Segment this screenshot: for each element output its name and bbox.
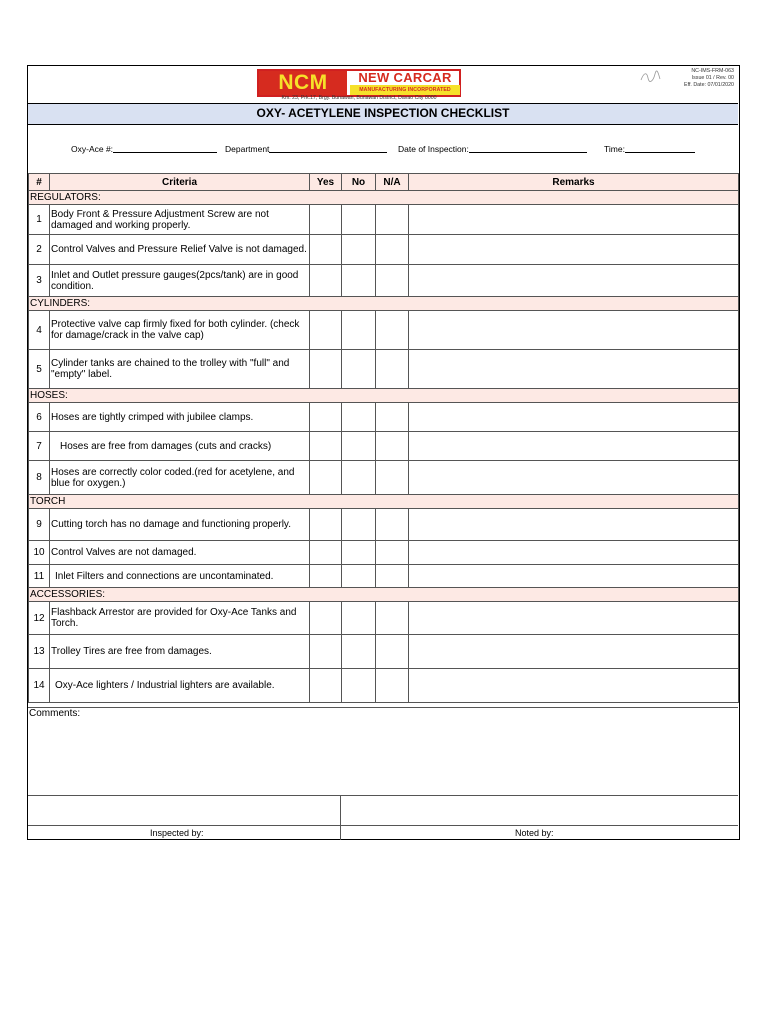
yes-cell[interactable] xyxy=(310,541,342,565)
document-code: NC-IMS-FRM-063 Issue 01 / Rev. 00 Eff. Date: 07/01/2020 xyxy=(684,68,734,88)
table-row: 8 Hoses are correctly color coded.(red for acetylene, and blue for oxygen.) xyxy=(29,461,739,495)
remarks-cell[interactable] xyxy=(409,509,739,541)
remarks-cell[interactable] xyxy=(409,403,739,432)
checklist-table xyxy=(28,173,739,703)
remarks-cell[interactable] xyxy=(409,350,739,389)
col-na: N/A xyxy=(376,174,409,191)
na-cell[interactable] xyxy=(376,235,409,265)
na-cell[interactable] xyxy=(376,403,409,432)
col-yes: Yes xyxy=(310,174,342,191)
no-cell[interactable] xyxy=(342,350,376,389)
yes-cell[interactable] xyxy=(310,635,342,669)
remarks-cell[interactable] xyxy=(409,669,739,703)
comments-label: Comments: xyxy=(29,708,81,719)
inspected-by-label: Inspected by: xyxy=(150,828,204,838)
no-cell[interactable] xyxy=(342,461,376,495)
no-cell[interactable] xyxy=(342,541,376,565)
company-address: Km. 23, Prk.17, Brgy. Bunawan, Bunawan District, Davao City 8000 xyxy=(281,95,437,101)
yes-cell[interactable] xyxy=(310,509,342,541)
yes-cell[interactable] xyxy=(310,350,342,389)
yes-cell[interactable] xyxy=(310,265,342,297)
na-cell[interactable] xyxy=(376,602,409,635)
section-torch: TORCH xyxy=(29,495,739,509)
remarks-cell[interactable] xyxy=(409,635,739,669)
signature-labels xyxy=(28,825,738,841)
checklist-form xyxy=(27,65,740,840)
no-cell[interactable] xyxy=(342,602,376,635)
na-cell[interactable] xyxy=(376,432,409,461)
remarks-cell[interactable] xyxy=(409,602,739,635)
table-row: 10 Control Valves are not damaged. xyxy=(29,541,739,565)
logo-mark: NCM xyxy=(259,71,347,95)
form-title: OXY- ACETYLENE INSPECTION CHECKLIST xyxy=(28,103,738,125)
na-cell[interactable] xyxy=(376,541,409,565)
table-row: 5 Cylinder tanks are chained to the trolley with "full" and "empty" label. xyxy=(29,350,739,389)
remarks-cell[interactable] xyxy=(409,541,739,565)
na-cell[interactable] xyxy=(376,509,409,541)
signature-area[interactable] xyxy=(28,795,738,825)
yes-cell[interactable] xyxy=(310,205,342,235)
section-hoses: HOSES: xyxy=(29,389,739,403)
logo-company-name: NEW CARCAR xyxy=(358,70,452,85)
table-row: 2 Control Valves and Pressure Relief Valve is not damaged. xyxy=(29,235,739,265)
table-row: 14 Oxy-Ace lighters / Industrial lighters are available. xyxy=(29,669,739,703)
yes-cell[interactable] xyxy=(310,565,342,588)
no-cell[interactable] xyxy=(342,265,376,297)
no-cell[interactable] xyxy=(342,311,376,350)
no-cell[interactable] xyxy=(342,565,376,588)
no-cell[interactable] xyxy=(342,635,376,669)
section-regulators: REGULATORS: xyxy=(29,191,739,205)
yes-cell[interactable] xyxy=(310,602,342,635)
na-cell[interactable] xyxy=(376,350,409,389)
signature-mark xyxy=(639,70,661,84)
yes-cell[interactable] xyxy=(310,311,342,350)
time-field[interactable]: Time: xyxy=(604,144,625,154)
table-row: 13 Trolley Tires are free from damages. xyxy=(29,635,739,669)
remarks-cell[interactable] xyxy=(409,205,739,235)
section-accessories: ACCESSORIES: xyxy=(29,588,739,602)
logo-company-sub: MANUFACTURING INCORPORATED xyxy=(350,85,460,95)
col-criteria: Criteria xyxy=(50,174,310,191)
remarks-cell[interactable] xyxy=(409,461,739,495)
no-cell[interactable] xyxy=(342,669,376,703)
section-cylinders: CYLINDERS: xyxy=(29,297,739,311)
remarks-cell[interactable] xyxy=(409,265,739,297)
table-row: 7 Hoses are free from damages (cuts and cracks) xyxy=(29,432,739,461)
table-row: 4 Protective valve cap firmly fixed for both cylinder. (check for damage/crack in the valve cap) xyxy=(29,311,739,350)
noted-by-label: Noted by: xyxy=(515,828,554,838)
na-cell[interactable] xyxy=(376,461,409,495)
date-field[interactable]: Date of Inspection: xyxy=(398,144,469,154)
na-cell[interactable] xyxy=(376,565,409,588)
na-cell[interactable] xyxy=(376,635,409,669)
comments-area[interactable] xyxy=(28,707,738,795)
oxy-ace-field[interactable]: Oxy-Ace #: xyxy=(71,144,113,154)
no-cell[interactable] xyxy=(342,205,376,235)
col-no: No xyxy=(342,174,376,191)
table-header-row xyxy=(29,174,739,191)
table-row: 1 Body Front & Pressure Adjustment Screw are not damaged and working properly. xyxy=(29,205,739,235)
table-row: 6 Hoses are tightly crimped with jubilee clamps. xyxy=(29,403,739,432)
yes-cell[interactable] xyxy=(310,403,342,432)
na-cell[interactable] xyxy=(376,265,409,297)
remarks-cell[interactable] xyxy=(409,565,739,588)
no-cell[interactable] xyxy=(342,235,376,265)
no-cell[interactable] xyxy=(342,403,376,432)
col-num: # xyxy=(29,174,50,191)
yes-cell[interactable] xyxy=(310,669,342,703)
table-row: 3 Inlet and Outlet pressure gauges(2pcs/tank) are in good condition. xyxy=(29,265,739,297)
remarks-cell[interactable] xyxy=(409,235,739,265)
col-remarks: Remarks xyxy=(409,174,739,191)
remarks-cell[interactable] xyxy=(409,311,739,350)
yes-cell[interactable] xyxy=(310,432,342,461)
yes-cell[interactable] xyxy=(310,461,342,495)
table-row: 9 Cutting torch has no damage and functioning properly. xyxy=(29,509,739,541)
no-cell[interactable] xyxy=(342,509,376,541)
na-cell[interactable] xyxy=(376,311,409,350)
department-field[interactable]: Department xyxy=(225,144,269,154)
no-cell[interactable] xyxy=(342,432,376,461)
yes-cell[interactable] xyxy=(310,235,342,265)
table-row: 12 Flashback Arrestor are provided for Oxy-Ace Tanks and Torch. xyxy=(29,602,739,635)
table-row: 11 Inlet Filters and connections are uncontaminated. xyxy=(29,565,739,588)
remarks-cell[interactable] xyxy=(409,432,739,461)
na-cell[interactable] xyxy=(376,205,409,235)
na-cell[interactable] xyxy=(376,669,409,703)
